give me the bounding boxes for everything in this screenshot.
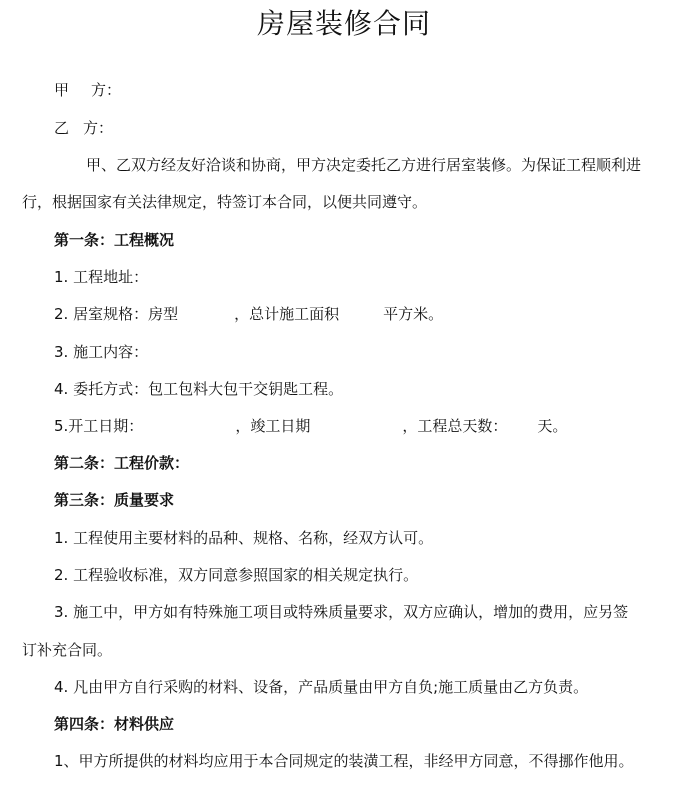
document-title: 房屋装修合同 [256,7,431,40]
intro-line-1: 甲、乙双方经友好洽谈和协商，甲方决定委托乙方进行居室装修。为保证工程顺利进 [86,156,642,174]
intro-line-2: 行，根据国家有关法律规定，特签订本合同，以便共同遵守。 [22,193,428,211]
article-1-item-4: 4. 委托方式：包工包料大包干交钥匙工程。 [54,380,344,398]
article-3-item-4: 4. 凡由甲方自行采购的材料、设备，产品质量由甲方自负;施工质量由乙方负责。 [54,678,589,696]
article-3-heading: 第三条：质量要求 [54,491,175,509]
article-4-item-1: 1、甲方所提供的材料均应用于本合同规定的装潢工程，非经甲方同意，不得挪作他用。 [54,752,634,770]
party-a-suffix: 方： [91,81,122,99]
article-3-item-2: 2. 工程验收标准，双方同意参照国家的相关规定执行。 [54,566,419,584]
item-5-start-date: 5.开工日期： [54,417,144,435]
article-2-heading: 第二条：工程价款： [54,454,190,472]
article-1-heading: 第一条：工程概况 [54,231,175,249]
party-b-label: 乙 [54,119,70,137]
article-4-heading: 第四条：材料供应 [54,715,175,733]
article-1-item-3: 3. 施工内容： [54,343,149,361]
party-a-label: 甲 [54,81,70,99]
article-3-item-3-line-2: 订补充合同。 [22,641,113,659]
article-1-item-1: 1. 工程地址： [54,268,149,286]
article-3-item-3-line-1: 3. 施工中，甲方如有特殊施工项目或特殊质量要求，双方应确认，增加的费用，应另签 [54,603,629,621]
party-a-line [54,79,688,101]
article-1-item-5 [54,415,688,437]
item-2-area: ，总计施工面积 [234,305,340,323]
item-5-total-days: ，工程总天数： [402,417,508,435]
party-b-line [54,117,688,139]
item-2-unit: 平方米。 [383,305,444,323]
article-3-item-1: 1. 工程使用主要材料的品种、规格、名称，经双方认可。 [54,529,434,547]
article-1-item-2 [54,303,688,325]
item-5-end-date: ，竣工日期 [235,417,311,435]
item-2-room-type: 2. 居室规格：房型 [54,305,179,323]
item-5-days-unit: 天。 [537,417,568,435]
party-b-suffix: 方： [83,119,114,137]
